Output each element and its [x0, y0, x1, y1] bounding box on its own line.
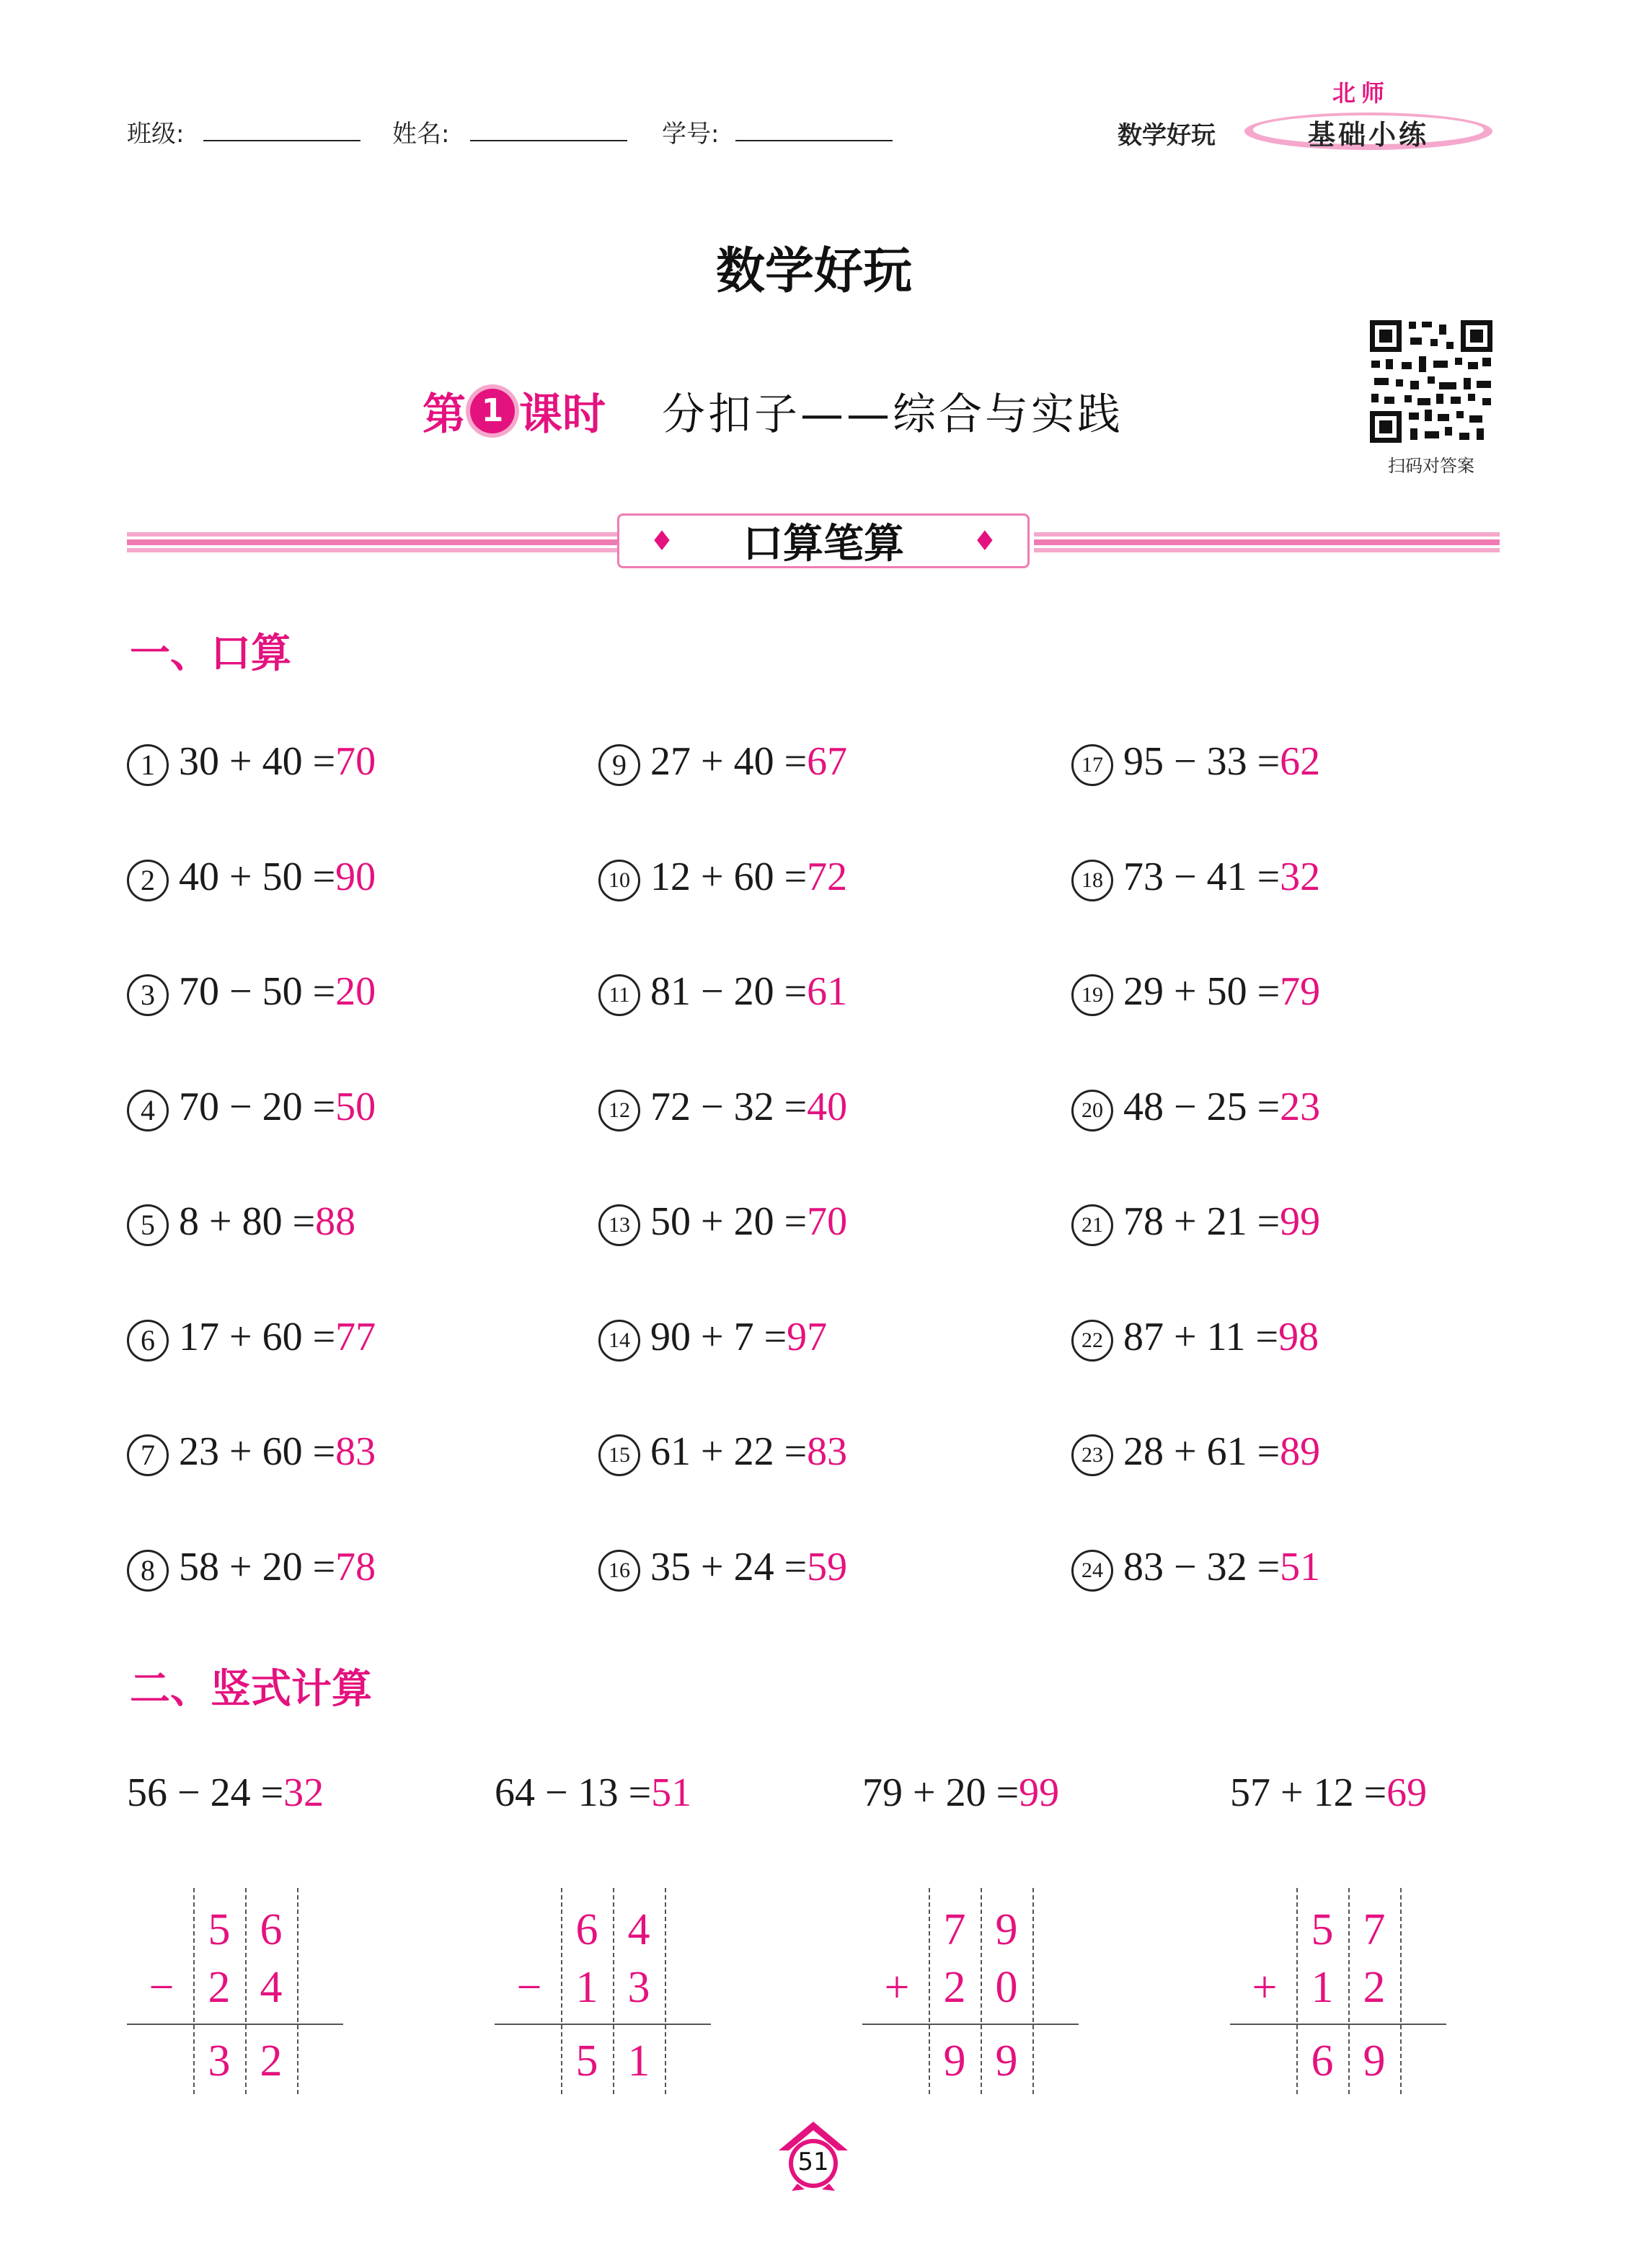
brand-badge: [1242, 108, 1495, 151]
top-digit: 9: [995, 1905, 1018, 1954]
banner-diamond-right: ♦: [972, 525, 997, 557]
brand-badge-text: 基础小练: [1307, 119, 1429, 151]
top-digit: 7: [943, 1905, 966, 1954]
oral-problem: [1071, 1308, 1319, 1366]
column-guide-line: [1032, 1888, 1034, 2094]
problem-answer[interactable]: 40: [807, 1084, 848, 1129]
banner-stripes-right: [1034, 532, 1500, 552]
vertical-answer[interactable]: 51: [651, 1770, 692, 1815]
problem-number: 17: [1071, 744, 1113, 786]
oral-problem: [598, 848, 847, 906]
problem-number: 12: [598, 1090, 640, 1131]
lesson-prefix: 第: [423, 389, 466, 440]
result-digit[interactable]: 6: [1311, 2037, 1334, 2086]
oral-problem: [1071, 1423, 1320, 1481]
problem-expression: 70 − 20 =: [179, 1084, 336, 1129]
qr-caption: 扫码对答案: [1388, 456, 1474, 476]
problem-expression: 73 − 41 =: [1123, 854, 1280, 899]
problem-expression: 58 + 20 =: [179, 1544, 336, 1589]
vertical-expression: 79 + 20 =: [862, 1770, 1019, 1815]
result-digit[interactable]: 1: [627, 2037, 650, 2086]
top-digit: 5: [1311, 1905, 1334, 1954]
problem-answer[interactable]: 50: [335, 1084, 376, 1129]
bottom-digit: 1: [1311, 1963, 1334, 2012]
problem-number: 15: [598, 1434, 640, 1476]
oral-problem: [1071, 733, 1320, 790]
problem-expression: 23 + 60 =: [179, 1429, 336, 1474]
top-digit: 7: [1363, 1905, 1386, 1954]
student-id-blank[interactable]: [735, 140, 893, 141]
problem-number: 16: [598, 1550, 640, 1592]
problem-answer[interactable]: 83: [807, 1429, 848, 1474]
oral-problem: [598, 1078, 847, 1136]
result-digit[interactable]: 2: [260, 2037, 283, 2086]
problem-number: 13: [598, 1204, 640, 1246]
lesson-suffix: 课时: [519, 389, 606, 440]
name-label: 姓名:: [392, 120, 450, 149]
problem-expression: 72 − 32 =: [650, 1084, 808, 1129]
problem-number: 11: [598, 974, 640, 1016]
problem-expression: 17 + 60 =: [179, 1314, 336, 1359]
oral-problem: [598, 963, 847, 1020]
sum-line: [127, 2024, 343, 2025]
problem-expression: 35 + 24 =: [650, 1544, 808, 1589]
qr-code[interactable]: [1367, 317, 1495, 446]
lesson-heading: [423, 382, 1123, 440]
problem-answer[interactable]: 67: [807, 739, 848, 784]
banner-diamond-left: ♦: [650, 525, 675, 557]
oral-problem: [127, 1193, 355, 1250]
problem-answer[interactable]: 77: [335, 1314, 376, 1359]
plus-sign: +: [884, 1963, 910, 2012]
problem-number: 23: [1071, 1434, 1113, 1476]
oral-problem: [598, 1193, 847, 1250]
oral-heading: 一、口算: [130, 630, 291, 677]
oral-problem: [127, 1423, 376, 1481]
brand-text: 数学好玩: [1118, 121, 1216, 150]
vertical-heading: 二、竖式计算: [130, 1666, 372, 1713]
column-guide-line: [1400, 1888, 1402, 2094]
plus-sign: +: [1252, 1963, 1278, 2012]
oral-problem: [1071, 1538, 1320, 1596]
oral-problem: [598, 1538, 847, 1596]
problem-number: 22: [1071, 1320, 1113, 1362]
problem-expression: 78 + 21 =: [1123, 1199, 1280, 1244]
oral-problem: [1071, 963, 1320, 1020]
problem-answer[interactable]: 59: [807, 1544, 848, 1589]
lesson-number: 1: [481, 392, 504, 429]
qr-code-image: [1367, 317, 1495, 446]
class-blank[interactable]: [203, 140, 360, 141]
vertical-answer[interactable]: 99: [1019, 1770, 1060, 1815]
vertical-equation: [1230, 1764, 1427, 1822]
sum-line: [495, 2024, 711, 2025]
problem-expression: 50 + 20 =: [650, 1199, 808, 1244]
problem-number: 10: [598, 860, 640, 901]
problem-expression: 48 − 25 =: [1123, 1084, 1280, 1129]
banner-label: 口算笔算: [743, 521, 904, 568]
oral-problem: [127, 1308, 376, 1366]
vertical-answer[interactable]: 69: [1386, 1770, 1428, 1815]
page-number-badge: [776, 2119, 851, 2194]
top-digit: 6: [260, 1905, 283, 1954]
problem-expression: 70 − 50 =: [179, 969, 336, 1014]
problem-expression: 27 + 40 =: [650, 739, 808, 784]
problem-number: 19: [1071, 974, 1113, 1016]
problem-answer[interactable]: 78: [335, 1544, 376, 1589]
sum-line: [1230, 2024, 1446, 2025]
minus-sign: −: [516, 1963, 542, 2012]
problem-expression: 30 + 40 =: [179, 739, 336, 784]
brand-top: 北师: [1332, 79, 1391, 107]
banner-box: [617, 513, 1030, 568]
result-digit[interactable]: 9: [943, 2037, 966, 2086]
problem-answer[interactable]: 61: [807, 969, 848, 1014]
problem-expression: 40 + 50 =: [179, 854, 336, 899]
vertical-expression: 56 − 24 =: [127, 1770, 284, 1815]
lesson-title: 分扣子——综合与实践: [662, 389, 1123, 440]
problem-answer[interactable]: 90: [335, 854, 376, 899]
problem-number: 4: [127, 1090, 169, 1131]
problem-expression: 8 + 80 =: [179, 1199, 316, 1244]
name-blank[interactable]: [470, 140, 627, 141]
bottom-digit: 0: [995, 1963, 1018, 2012]
problem-expression: 90 + 7 =: [650, 1314, 787, 1359]
problem-answer[interactable]: 70: [335, 739, 376, 784]
problem-answer[interactable]: 97: [787, 1314, 828, 1359]
problem-answer[interactable]: 88: [315, 1199, 356, 1244]
page-number: 51: [797, 2148, 829, 2176]
lesson-number-badge: [470, 389, 515, 433]
oral-problem: [598, 733, 847, 790]
problem-number: 7: [127, 1434, 169, 1476]
oral-problem: [127, 848, 376, 906]
vertical-equation: [495, 1764, 691, 1822]
result-digit[interactable]: 3: [208, 2037, 231, 2086]
problem-number: 14: [598, 1320, 640, 1362]
result-digit[interactable]: 9: [995, 2037, 1018, 2086]
oral-problem: [1071, 1193, 1320, 1250]
problem-expression: 81 − 20 =: [650, 969, 808, 1014]
problem-number: 9: [598, 744, 640, 786]
oral-problem: [1071, 848, 1320, 906]
bottom-digit: 4: [260, 1963, 283, 2012]
bottom-digit: 2: [208, 1963, 231, 2012]
problem-number: 24: [1071, 1550, 1113, 1592]
problem-answer[interactable]: 23: [1280, 1084, 1321, 1129]
problem-answer[interactable]: 70: [807, 1199, 848, 1244]
problem-number: 20: [1071, 1090, 1113, 1131]
problem-number: 5: [127, 1204, 169, 1246]
problem-number: 2: [127, 860, 169, 901]
bottom-digit: 2: [943, 1963, 966, 2012]
vertical-answer[interactable]: 32: [283, 1770, 324, 1815]
oral-problem: [598, 1308, 827, 1366]
vertical-expression: 64 − 13 =: [495, 1770, 652, 1815]
problem-number: 21: [1071, 1204, 1113, 1246]
oral-problem: [127, 963, 376, 1020]
class-label: 班级:: [127, 120, 185, 149]
top-digit: 6: [575, 1905, 598, 1954]
banner-stripes-left: [127, 532, 619, 552]
problem-number: 1: [127, 744, 169, 786]
oral-problem: [598, 1423, 847, 1481]
problem-answer[interactable]: 62: [1280, 739, 1321, 784]
problem-expression: 28 + 61 =: [1123, 1429, 1280, 1474]
oral-problem: [127, 1078, 376, 1136]
problem-expression: 12 + 60 =: [650, 854, 808, 899]
problem-expression: 95 − 33 =: [1123, 739, 1280, 784]
problem-answer[interactable]: 98: [1278, 1314, 1319, 1359]
result-digit[interactable]: 5: [575, 2037, 598, 2086]
problem-expression: 87 + 11 =: [1123, 1314, 1279, 1359]
problem-answer[interactable]: 20: [335, 969, 376, 1014]
problem-expression: 29 + 50 =: [1123, 969, 1280, 1014]
problem-answer[interactable]: 72: [807, 854, 848, 899]
oral-problem: [1071, 1078, 1320, 1136]
problem-number: 6: [127, 1320, 169, 1362]
vertical-equation: [862, 1764, 1059, 1822]
minus-sign: −: [149, 1963, 174, 2012]
oral-problem: [127, 733, 376, 790]
student-id-label: 学号:: [662, 120, 720, 149]
vertical-equation: [127, 1764, 324, 1822]
bottom-digit: 1: [575, 1963, 598, 2012]
problem-answer[interactable]: 79: [1280, 969, 1321, 1014]
bottom-digit: 3: [627, 1963, 650, 2012]
oral-problem: [127, 1538, 376, 1596]
problem-answer[interactable]: 32: [1280, 854, 1321, 899]
problem-expression: 61 + 22 =: [650, 1429, 808, 1474]
top-digit: 5: [208, 1905, 231, 1954]
problem-answer[interactable]: 51: [1280, 1544, 1321, 1589]
problem-answer[interactable]: 89: [1280, 1429, 1321, 1474]
result-digit[interactable]: 9: [1363, 2037, 1386, 2086]
top-digit: 4: [627, 1905, 650, 1954]
vertical-expression: 57 + 12 =: [1230, 1770, 1387, 1815]
column-guide-line: [665, 1888, 666, 2094]
bottom-digit: 2: [1363, 1963, 1386, 2012]
problem-expression: 83 − 32 =: [1123, 1544, 1280, 1589]
column-guide-line: [297, 1888, 298, 2094]
sum-line: [862, 2024, 1079, 2025]
problem-number: 18: [1071, 860, 1113, 901]
problem-answer[interactable]: 83: [335, 1429, 376, 1474]
page-title: 数学好玩: [715, 243, 912, 300]
problem-number: 3: [127, 974, 169, 1016]
problem-number: 8: [127, 1550, 169, 1592]
problem-answer[interactable]: 99: [1280, 1199, 1321, 1244]
